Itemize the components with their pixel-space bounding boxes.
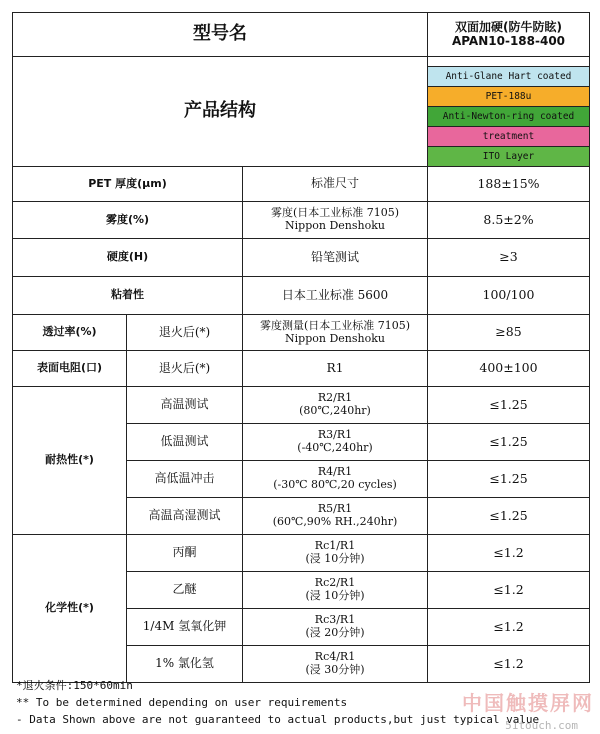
heat-method-line2: (-30℃ 80℃,20 cycles) bbox=[273, 478, 397, 491]
chem-method-line2: (浸 10分钟) bbox=[305, 552, 365, 565]
footnote-annealing: *退火条件:150*60min bbox=[16, 679, 133, 692]
heat-condition: 低温测试 bbox=[127, 424, 243, 461]
chem-method-line1: Rc1/R1 bbox=[314, 539, 356, 553]
haze-row bbox=[13, 202, 590, 239]
resistance-row bbox=[13, 351, 590, 387]
layer-stack bbox=[428, 57, 590, 167]
thickness-row bbox=[13, 167, 590, 202]
resistance-condition: 退火后(*) bbox=[127, 351, 243, 387]
heat-value: ≤1.25 bbox=[428, 461, 590, 498]
haze-value: 8.5±2% bbox=[428, 202, 590, 239]
chem-method-line1: Rc4/R1 bbox=[314, 650, 356, 664]
layer-list bbox=[428, 66, 589, 166]
structure-label: 产品结构 bbox=[13, 57, 428, 167]
haze-property: 雾度(%) bbox=[13, 202, 243, 239]
chem-method bbox=[243, 572, 428, 609]
transmittance-row bbox=[13, 315, 590, 351]
chem-method bbox=[243, 609, 428, 646]
hardness-row bbox=[13, 239, 590, 277]
chem-method-line2: (浸 30分钟) bbox=[305, 663, 365, 676]
footnote-user-requirements: ** To be determined depending on user requirements bbox=[16, 696, 348, 709]
chem-condition: 1% 氯化氢 bbox=[127, 646, 243, 683]
heat-method bbox=[243, 461, 428, 498]
chem-method bbox=[243, 535, 428, 572]
transmittance-condition: 退火后(*) bbox=[127, 315, 243, 351]
heat-condition: 高低温冲击 bbox=[127, 461, 243, 498]
heat-value: ≤1.25 bbox=[428, 387, 590, 424]
adhesion-row bbox=[13, 277, 590, 315]
chem-method-line1: Rc2/R1 bbox=[314, 576, 356, 590]
heat-property: 耐热性(*) bbox=[13, 387, 127, 535]
heat-method bbox=[243, 424, 428, 461]
chem-condition: 乙醚 bbox=[127, 572, 243, 609]
chem-row-1 bbox=[13, 535, 590, 572]
chem-method-line2: (浸 10分钟) bbox=[305, 589, 365, 602]
hardness-property: 硬度(H) bbox=[13, 239, 243, 277]
chem-method-line1: Rc3/R1 bbox=[314, 613, 356, 627]
chem-condition: 1/4M 氢氧化钾 bbox=[127, 609, 243, 646]
heat-method-line1: R3/R1 bbox=[317, 428, 353, 442]
footnote-disclaimer: - Data Shown above are not guaranteed to actual products,but just typical value bbox=[16, 713, 540, 726]
model-label: 型号名 bbox=[13, 13, 428, 57]
heat-condition: 高温测试 bbox=[127, 387, 243, 424]
watermark-url: 51touch.com bbox=[505, 719, 578, 732]
thickness-property: PET 厚度(μm) bbox=[13, 167, 243, 202]
heat-method bbox=[243, 387, 428, 424]
hardness-value: ≥3 bbox=[428, 239, 590, 277]
adhesion-method: 日本工业标准 5600 bbox=[243, 277, 428, 315]
chem-value: ≤1.2 bbox=[428, 572, 590, 609]
header-row bbox=[13, 13, 590, 57]
layer-band: Anti-Newton-ring coated bbox=[428, 106, 589, 126]
transmittance-method-line2: Nippon Denshoku bbox=[285, 331, 385, 345]
resistance-property: 表面电阻(口) bbox=[13, 351, 127, 387]
structure-row bbox=[13, 57, 590, 167]
chem-value: ≤1.2 bbox=[428, 535, 590, 572]
chem-condition: 丙酮 bbox=[127, 535, 243, 572]
heat-row-1 bbox=[13, 387, 590, 424]
transmittance-property: 透过率(%) bbox=[13, 315, 127, 351]
thickness-method: 标准尺寸 bbox=[243, 167, 428, 202]
layer-band: ITO Layer bbox=[428, 146, 589, 166]
transmittance-method-line1: 雾度测量(日本工业标准 7105) bbox=[259, 318, 411, 332]
heat-condition: 高温高湿测试 bbox=[127, 498, 243, 535]
model-name-line2: APAN10-188-400 bbox=[451, 33, 566, 48]
heat-method bbox=[243, 498, 428, 535]
heat-method-line2: (60℃,90% RH.,240hr) bbox=[272, 515, 398, 528]
haze-method bbox=[243, 202, 428, 239]
heat-method-line1: R2/R1 bbox=[317, 391, 353, 405]
model-name bbox=[428, 13, 590, 57]
chem-property: 化学性(*) bbox=[13, 535, 127, 683]
layer-band: PET-188u bbox=[428, 86, 589, 106]
thickness-value: 188±15% bbox=[428, 167, 590, 202]
transmittance-method bbox=[243, 315, 428, 351]
hardness-method: 铅笔测试 bbox=[243, 239, 428, 277]
adhesion-property: 粘着性 bbox=[13, 277, 243, 315]
model-name-line1: 双面加硬(防牛防眩) bbox=[455, 19, 562, 34]
watermark-logo: 中国触摸屏网 bbox=[462, 691, 594, 715]
layer-band: Anti-Glane Hart coated bbox=[428, 66, 589, 86]
chem-method-line2: (浸 20分钟) bbox=[305, 626, 365, 639]
haze-method-line2: Nippon Denshoku bbox=[285, 219, 385, 232]
chem-value: ≤1.2 bbox=[428, 609, 590, 646]
resistance-value: 400±100 bbox=[428, 351, 590, 387]
heat-method-line1: R4/R1 bbox=[317, 465, 353, 479]
heat-value: ≤1.25 bbox=[428, 498, 590, 535]
heat-method-line2: (80℃,240hr) bbox=[299, 404, 371, 417]
transmittance-value: ≥85 bbox=[428, 315, 590, 351]
haze-method-line1: 雾度(日本工业标准 7105) bbox=[270, 206, 400, 220]
heat-method-line2: (-40℃,240hr) bbox=[297, 441, 373, 454]
heat-value: ≤1.25 bbox=[428, 424, 590, 461]
chem-value: ≤1.2 bbox=[428, 646, 590, 683]
layer-band: treatment bbox=[428, 126, 589, 146]
spec-table bbox=[12, 12, 590, 683]
adhesion-value: 100/100 bbox=[428, 277, 590, 315]
heat-method-line1: R5/R1 bbox=[317, 502, 353, 516]
resistance-method: R1 bbox=[243, 351, 428, 387]
